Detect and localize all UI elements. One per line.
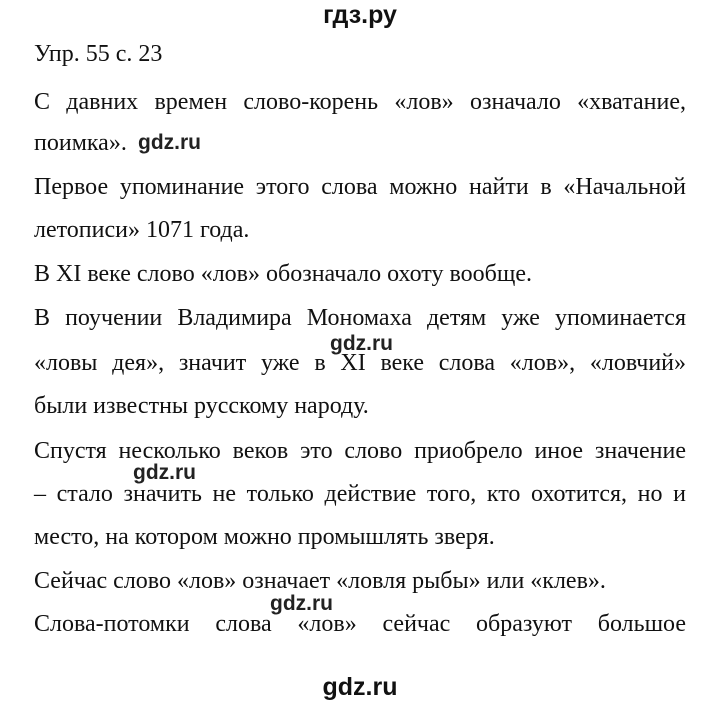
text-line-5: В XI веке слово «лов» обозначало охоту вообще. xyxy=(34,261,532,287)
text-line-9: Спустя несколько веков это слово приобрело иное значение xyxy=(34,438,686,464)
watermark-2: gdz.ru xyxy=(330,332,393,355)
text-line-10: – стало значить не только действие того, кто охотится, но и xyxy=(34,481,686,507)
text-line-12: Сейчас слово «лов» означает «ловля рыбы» или «клев». xyxy=(34,568,606,594)
text-line-8: были известны русскому народу. xyxy=(34,393,369,419)
text-line-3: Первое упоминание этого слова можно найти в «Начальной xyxy=(34,174,686,200)
text-line-6: В поучении Владимира Мономаха детям уже упоминается xyxy=(34,305,686,331)
text-line-4: летописи» 1071 года. xyxy=(34,217,250,243)
watermark-1: gdz.ru xyxy=(138,131,201,154)
watermark-3: gdz.ru xyxy=(133,461,196,484)
exercise-title: Упр. 55 с. 23 xyxy=(34,41,163,67)
footer-watermark: gdz.ru xyxy=(322,673,398,701)
text-line-13: Слова-потомки слова «лов» сейчас образуют большое xyxy=(34,611,686,637)
text-line-7: «ловы дея», значит уже в XI веке слова «лов», «ловчий» xyxy=(34,350,686,376)
text-line-2: поимка». xyxy=(34,130,127,156)
site-title: гдз.ру xyxy=(323,1,397,29)
text-line-11: место, на котором можно промышлять зверя. xyxy=(34,524,495,550)
watermark-4: gdz.ru xyxy=(270,592,333,615)
text-line-1: С давних времен слово-корень «лов» означало «хватание, xyxy=(34,89,686,115)
